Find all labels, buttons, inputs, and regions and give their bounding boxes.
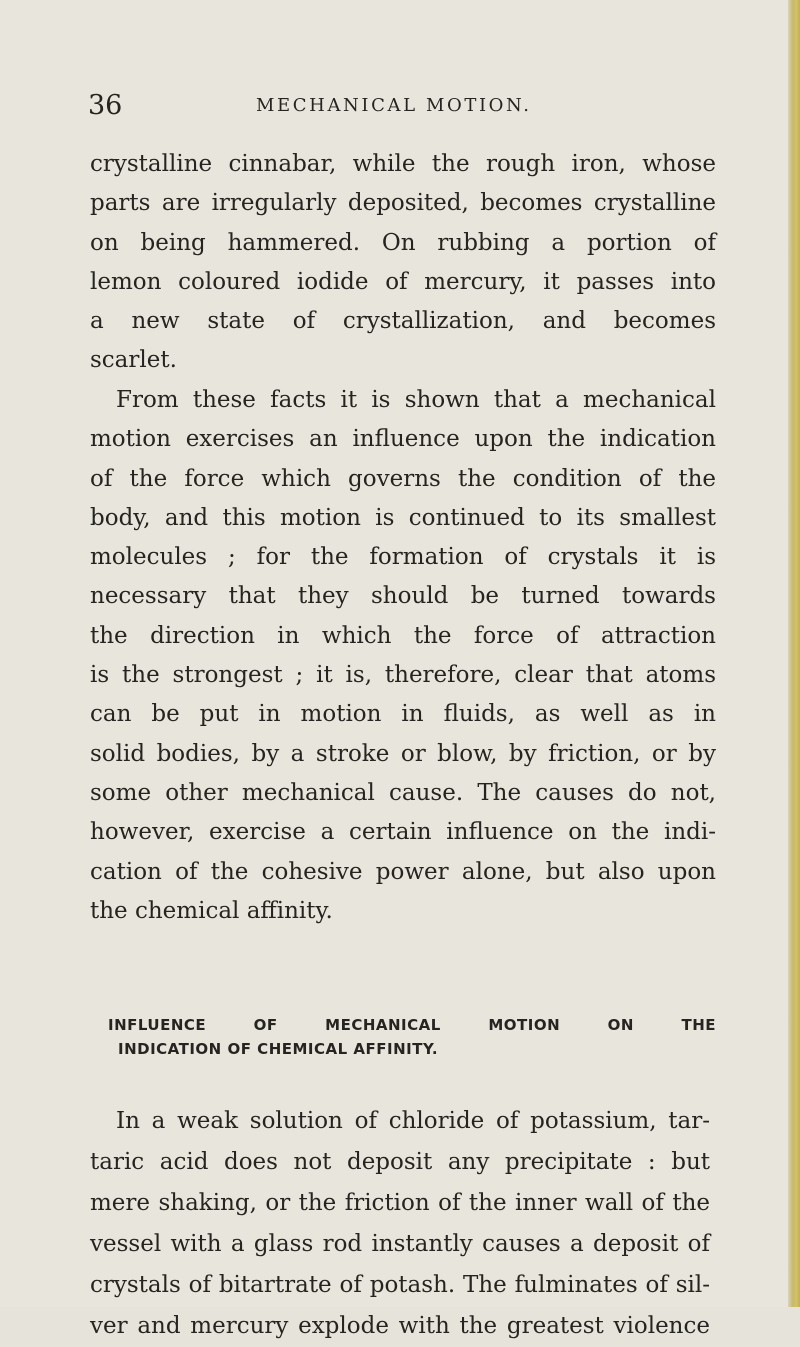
page-binding-edge: [788, 0, 800, 1307]
text-line: vessel with a glass rod instantly causes a deposit of: [90, 1231, 710, 1257]
text-line: taric acid does not deposit any precipitate : but: [90, 1149, 710, 1175]
text-line: In a weak solution of chloride of potassium, tar-: [116, 1108, 710, 1134]
text-line: ver and mercury explode with the greatest violence: [90, 1313, 710, 1339]
paragraph-3: [90, 1101, 710, 1347]
text-line: crystals of bitartrate of potash. The fulminates of sil-: [90, 1272, 710, 1298]
page-number: 36: [88, 90, 123, 121]
text-line: motion exercises an influence upon the indication: [90, 426, 716, 453]
text-line: a new state of crystallization, and becomes: [90, 308, 716, 335]
text-line: can be put in motion in fluids, as well as in: [90, 701, 716, 728]
text-line: crystalline cinnabar, while the rough iron, whose: [90, 151, 716, 177]
text-line: From these facts it is shown that a mechanical: [116, 387, 716, 413]
text-line: lemon coloured iodide of mercury, it passes into: [90, 268, 716, 295]
text-line: cation of the cohesive power alone, but also upon: [90, 858, 716, 885]
text-line: solid bodies, by a stroke or blow, by friction, or by: [90, 740, 716, 767]
text-line: the direction in which the force of attraction: [90, 622, 716, 649]
section-heading-line: INFLUENCE OF MECHANICAL MOTION ON THE: [108, 1016, 716, 1034]
text-line: scarlet.: [90, 347, 177, 374]
text-line: on being hammered. On rubbing a portion of: [90, 229, 716, 256]
paragraph-2: [90, 381, 716, 931]
text-line: however, exercise a certain influence on the indi-: [90, 819, 716, 846]
text-line: molecules ; for the formation of crystals it is: [90, 544, 716, 571]
text-line: parts are irregularly deposited, becomes crystalline: [90, 190, 716, 217]
text-line: the chemical affinity.: [90, 897, 333, 924]
paragraph-1: [90, 145, 716, 381]
text-line: necessary that they should be turned towards: [90, 583, 716, 610]
text-line: of the force which governs the condition of the: [90, 465, 716, 492]
page-header: [88, 88, 728, 124]
section-heading-line: INDICATION OF CHEMICAL AFFINITY.: [118, 1040, 439, 1058]
text-line: mere shaking, or the friction of the inner wall of the: [90, 1190, 710, 1216]
text-line: is the strongest ; it is, therefore, clear that atoms: [90, 662, 716, 689]
section-heading: [108, 1013, 716, 1061]
running-title: MECHANICAL MOTION.: [256, 95, 532, 116]
text-line: body, and this motion is continued to its smallest: [90, 504, 716, 531]
text-line: some other mechanical cause. The causes do not,: [90, 779, 716, 806]
